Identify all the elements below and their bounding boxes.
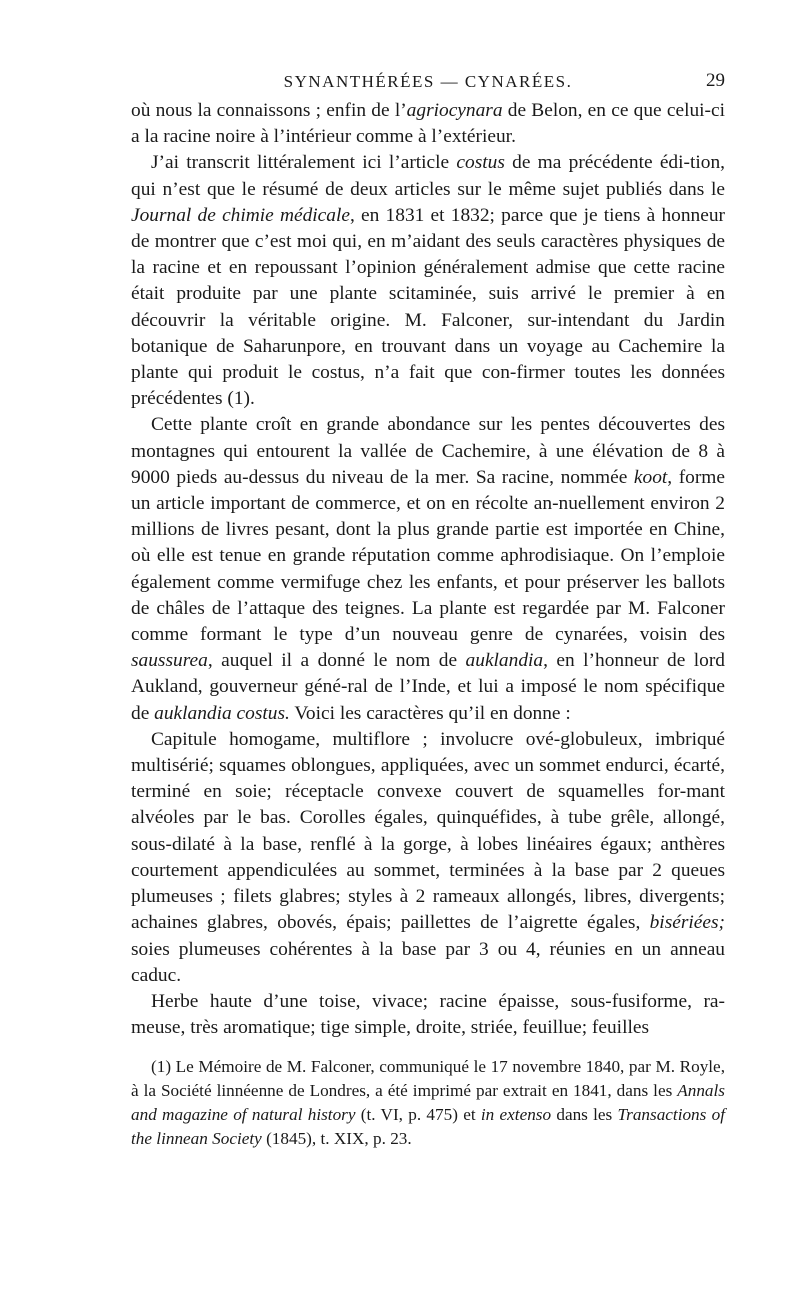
italic-text-run: auklandia costus. xyxy=(154,702,290,724)
paragraph-continuation xyxy=(131,98,725,150)
text-run: soies plumeuses cohérentes à la base par 3 ou 4, réunies en un anneau caduc. xyxy=(131,938,725,986)
italic-text-run: Journal de chimie médicale xyxy=(131,204,350,226)
running-title: SYNANTHÉRÉES — CYNARÉES. xyxy=(283,72,573,91)
text-run: J’ai transcrit littéralement ici l’article xyxy=(151,152,457,174)
text-run: où nous la connaissons ; enfin de l’ xyxy=(131,100,407,121)
text-run: Herbe haute d’une toise, vivace; racine épaisse, sous-fusiforme, ra-meuse, très aromatique; tige simple, droite, striée, feuillue; feuilles xyxy=(131,990,725,1039)
paragraph-plant-habitat xyxy=(131,412,725,726)
paragraph-herb-description xyxy=(131,989,725,1041)
text-run: Capitule homogame, multiflore ; involucre ové-globuleux, imbriqué multisérié; squames oblongues, appliquées, avec un sommet endurci, écarté, terminé en soie; réceptacle convexe couvert de squamelles for-mant alvéoles par le bas. Corolles égales, quinquéfides, à tube grêle, allongé, sous-dilaté à la base, renflé à la gorge, à lobes linéaires égaux; anthères courtement appendiculées au sommet, terminées à la base par 2 queues plumeuses ; filets glabres; styles à 2 rameaux allongés, libres, divergents; achaines glabres, obovés, épais; paillettes de l’aigrette égales, xyxy=(131,728,725,934)
body-text xyxy=(131,98,725,1041)
paragraph-costus-transcription xyxy=(131,150,725,412)
text-run: (1) Le Mémoire de M. Falconer, communiqué le 17 novembre 1840, par M. Royle, à la Société linnéenne de Londres, a été imprimé par extrait en 1841, dans les xyxy=(131,1057,725,1101)
italic-text-run: Transactions of the linnean Society xyxy=(131,1105,725,1149)
book-page xyxy=(131,68,725,1151)
italic-text-run: bisériées; xyxy=(649,912,725,934)
text-run: , forme un article important de commerce, et on en récolte an-nuellement environ 2 millions de livres pesant, dont la plus grande partie est importée en Chine, où elle est tenue en grande réputation comme aphrodisiaque. On l’emploie également comme vermifuge chez les enfants, et pour préserver les ballots de châles de l’attaque des teignes. La plante est regardée par M. Falconer comme formant le type d’un nouveau genre de cynarées, voisin des xyxy=(131,466,726,646)
text-run: , en 1831 et 1832; parce que je tiens à honneur de montrer que c’est moi qui, en m’aidant des seuls caractères physiques de la racine et en repoussant l’opinion généralement admise que cette racine était produite par une plante scitaminée, suis arrivé le premier à en découvrir la véritable origine. M. Falconer, sur-intendant du Jardin botanique de Saharunpore, en trouvant dans un voyage au Cachemire la plante qui produit le costus, n’a fait que con-firmer toutes les données précédentes (1). xyxy=(131,204,725,410)
page-number: 29 xyxy=(706,70,725,91)
footnotes xyxy=(131,1055,725,1151)
text-run: de Belon, en ce que celui-ci a la racine noire à l’intérieur comme à l’extérieur. xyxy=(131,100,725,148)
text-run: , en l’honneur de lord Aukland, gouverneur géné-ral de l’Inde, et lui a imposé le nom spécifique de xyxy=(131,650,725,724)
text-run: , auquel il a donné le nom de xyxy=(207,650,466,672)
italic-text-run: auklandia xyxy=(465,650,544,672)
text-run: (1845), t. XIX, p. 23. xyxy=(261,1129,412,1149)
text-run: de ma précédente édi-tion, qui n’est que le résumé de deux articles sur le même sujet publiés dans le xyxy=(131,152,725,200)
italic-text-run: koot xyxy=(633,466,668,488)
text-run: dans les xyxy=(551,1105,618,1125)
italic-text-run: agriocynara xyxy=(406,100,503,121)
text-run: Voici les caractères qu’il en donne : xyxy=(289,702,571,724)
italic-text-run: saussurea xyxy=(131,650,208,672)
paragraph-botanical-characters xyxy=(131,727,725,989)
footnote-1 xyxy=(131,1055,725,1151)
italic-text-run: Annals and magazine of natural history xyxy=(131,1081,725,1125)
italic-text-run: costus xyxy=(456,152,505,174)
running-head xyxy=(131,68,725,98)
italic-text-run: in extenso xyxy=(480,1105,552,1125)
text-run: (t. VI, p. 475) et xyxy=(355,1105,481,1125)
text-run: Cette plante croît en grande abondance sur les pentes découvertes des montagnes qui entourent la vallée de Cachemire, à une élévation de 8 à 9000 pieds au-dessus du niveau de la mer. Sa racine, nommée xyxy=(131,414,725,488)
